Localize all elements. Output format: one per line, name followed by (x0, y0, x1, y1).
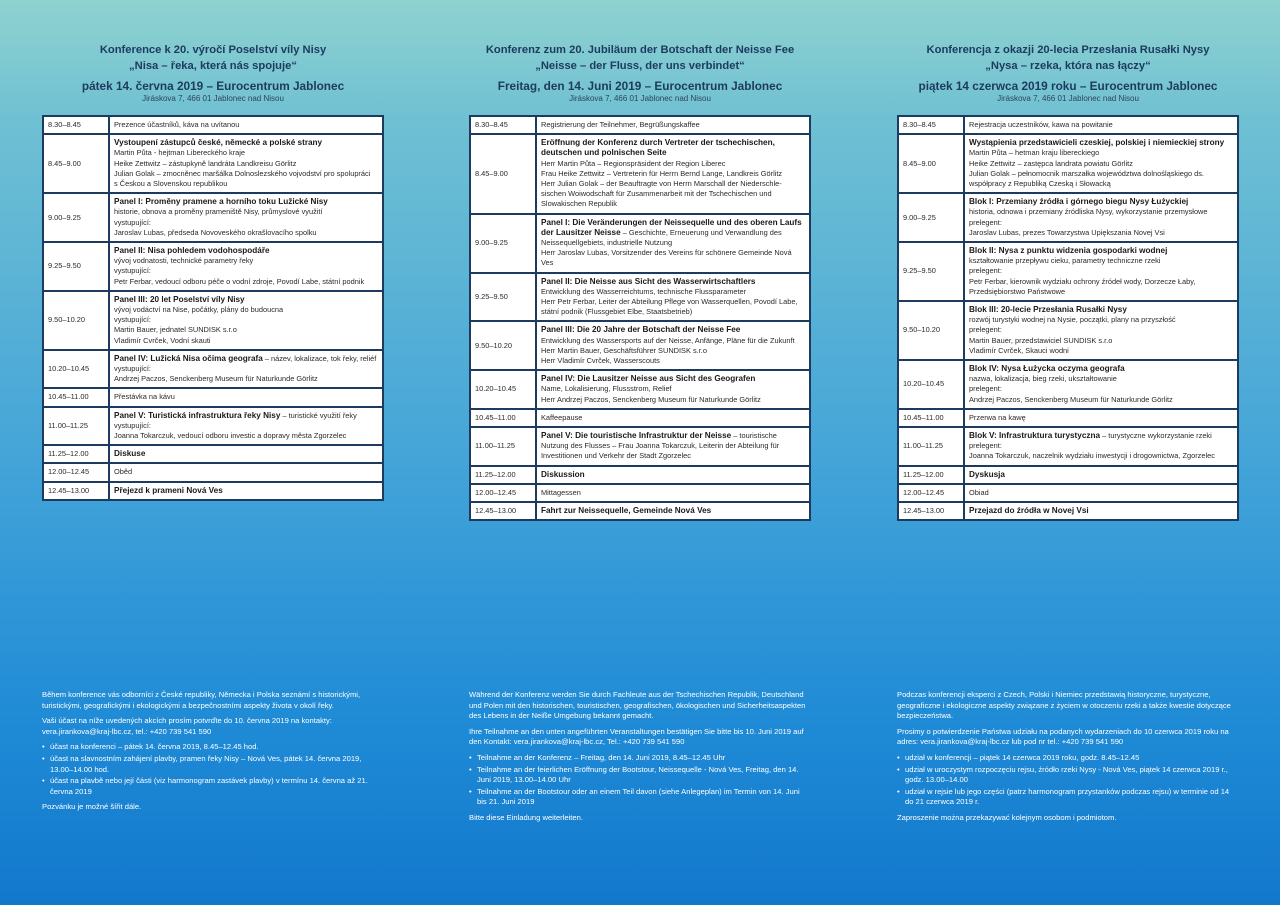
session-title (541, 218, 805, 249)
session-title-text: Fahrt zur Neissequelle, Gemeinde Nová Ves (541, 506, 712, 516)
content-cell (536, 484, 810, 502)
time-cell: 8.30–8.45 (470, 116, 536, 134)
session-line: Martin Půta - hejtman Libereckého kraje (114, 148, 246, 158)
schedule-row (898, 484, 1238, 502)
schedule-row (898, 193, 1238, 242)
time-cell: 9.00–9.25 (43, 193, 109, 242)
session-title-text: Blok III: 20-lecie Przesłania Rusałki Nysy (969, 305, 1127, 315)
german-footer (469, 690, 811, 829)
time-cell: 11.25–12.00 (43, 445, 109, 463)
session-title-text: Dyskusja (969, 469, 1005, 479)
time-cell: 10.20–10.45 (43, 350, 109, 389)
session-title (969, 197, 1233, 207)
session-line: Joanna Tokarczuk, naczelnik wydziału inwestycji i drogownictwa, Zgorzelec (969, 451, 1215, 461)
closing-note: Pozvánku je možné šířit dále. (42, 802, 142, 812)
content-cell (536, 409, 810, 427)
session-title (969, 506, 1233, 516)
confirmation-paragraph: Prosimy o potwierdzenie Państwa udziału na podanych wydarzeniach do 10 czerwca 2019 roku na adres: vera.jirankova@kraj-lbc.cz lub pod nr tel.: +420 739 541 590 (897, 726, 1229, 747)
time-cell: 8.30–8.45 (898, 116, 964, 134)
schedule-row (898, 242, 1238, 301)
session-title-text: Wystąpienia przedstawicieli czeskiej, polskiej i niemieckiej strony (969, 138, 1225, 148)
session-line: vystupující: (114, 266, 151, 276)
schedule-table (42, 115, 384, 501)
session-line: státní podnik (Flussgebiet Elbe, Staatsbetrieb) (541, 307, 693, 317)
schedule-table (897, 115, 1239, 521)
time-cell: 12.00–12.45 (470, 484, 536, 502)
session-line: Entwicklung des Wassersports auf der Neisse, Anfänge, Pläne für die Zukunft (541, 335, 795, 345)
session-title (969, 431, 1233, 441)
session-title-text: Panel I: Die Veränderungen der Neissequelle und des oberen Laufs der Lausitzer Neisse (541, 217, 802, 237)
session-line: vystupující: (114, 364, 151, 374)
content-cell (536, 273, 810, 322)
session-line: historie, obnova a proměny prameniště Nisy, průmyslové využití (114, 207, 323, 217)
content-cell (536, 321, 810, 370)
session-title (541, 431, 805, 462)
conference-motto: „Nysa – rzeka, która nas łączy“ (985, 60, 1151, 72)
german-column (469, 0, 811, 521)
session-line: Joanna Tokarczuk, vedoucí odboru investic a dopravy města Zgorzelec (114, 431, 347, 441)
schedule-row (898, 427, 1238, 466)
session-line: Vladimír Cvrček, Vodní skauti (114, 335, 211, 345)
time-cell: 12.00–12.45 (43, 463, 109, 481)
content-cell (536, 502, 810, 520)
content-cell (964, 242, 1238, 301)
czech-footer (42, 690, 384, 818)
session-line: Kaffeepause (541, 412, 583, 422)
participation-item: • Teilnahme an der Bootstour oder an einem Teil davon (siehe Anlegeplan) im Termin von 14. Juni bis 21. Juni 2019 (469, 787, 811, 808)
session-title-text: Blok II: Nysa z punktu widzenia gospodarki wodnej (969, 246, 1168, 256)
session-title (969, 470, 1233, 480)
session-title-text: Blok IV: Nysa Łużycka oczyma geografa (969, 364, 1125, 374)
participation-item: • Teilnahme an der Konferenz – Freitag, den 14. Juni 2019, 8.45–12.45 Uhr (469, 753, 811, 764)
content-cell (536, 116, 810, 134)
session-line: Herr Vladimír Cvrček, Wasserscouts (541, 356, 660, 366)
content-cell (964, 301, 1238, 360)
session-title-text: Panel I: Proměny pramene a horního toku Lužické Nisy (114, 197, 328, 207)
confirmation-paragraph: Ihre Teilnahme an den unten angeführten Veranstaltungen bestätigen Sie bitte bis 10. Juni 2019 auf den Kontakt: vera.jirankova@kraj-lbc.cz, Tel.: +420 739 541 590 (469, 726, 804, 747)
schedule-row (470, 321, 810, 370)
content-cell (109, 407, 383, 446)
content-cell (109, 350, 383, 389)
session-line: rozwój turystyki wodnej na Nysie, początki, plany na przyszłość (969, 315, 1176, 325)
schedule-row (43, 134, 383, 193)
schedule-row (470, 466, 810, 484)
session-line: Martin Půta – hetman kraju libereckiego (969, 148, 1100, 158)
session-title-suffix: – Geschichte, Erneuerung und Verwandlung des Neissequellgebiets, industrielle Nutzung (541, 227, 782, 248)
time-cell: 11.00–11.25 (43, 407, 109, 446)
session-line: prelegent: (969, 266, 1002, 276)
session-line: Vladimír Cvrček, Skauci wodni (969, 345, 1069, 355)
program-header (469, 42, 811, 104)
time-cell: 9.25–9.50 (898, 242, 964, 301)
confirmation-paragraph: Vaši účast na níže uvedených akcích prosím potvrďte do 10. června 2019 na kontakty: vera.jirankova@kraj-lbc.cz, tel.: +420 739 541 590 (42, 716, 332, 736)
content-cell (109, 482, 383, 500)
intro-paragraph: Během konference vás odborníci z České republiky, Německa i Polska seznámí s historickými, turistickými, geografickými i ekologickými a bezpečnostními aspekty života v okolí řeky. (42, 690, 361, 710)
session-line: Heike Zettwitz – zastępca landrata powiatu Görlitz (969, 158, 1133, 168)
session-line: Andrzej Paczos, Senckenberg Museum für Naturkunde Görlitz (114, 374, 318, 384)
content-cell (964, 466, 1238, 484)
session-line: vystupující: (114, 217, 151, 227)
content-cell (964, 502, 1238, 520)
session-title-suffix: – touristische Nutzung des Flusses – Frau Joanna Tokarczuk, Leiterin der Abteilung für Investitionen und Verkehr der Stadt Zgorzelec (541, 431, 780, 461)
schedule-row (898, 301, 1238, 360)
participation-item: • účast na slavnostním zahájení plavby, pramen řeky Nisy – Nová Ves, pátek 14. června 2019, 13.00–14.00 hod. (42, 754, 384, 775)
session-title (541, 138, 805, 158)
time-cell: 10.20–10.45 (898, 360, 964, 409)
schedule-row (43, 445, 383, 463)
time-cell: 12.45–13.00 (898, 502, 964, 520)
schedule-row (43, 388, 383, 406)
schedule-row (470, 370, 810, 409)
venue-address: Jiráskova 7, 466 01 Jablonec nad Nisou (569, 94, 711, 103)
time-cell: 11.00–11.25 (470, 427, 536, 466)
session-title-text: Panel II: Die Neisse aus Sicht des Wasserwirtschaftlers (541, 276, 756, 286)
schedule-row (43, 350, 383, 389)
schedule-row (43, 463, 383, 481)
program-header (897, 42, 1239, 104)
time-cell: 9.50–10.20 (43, 291, 109, 350)
schedule-row (898, 466, 1238, 484)
schedule-row (43, 242, 383, 291)
schedule-row (43, 407, 383, 446)
session-title-text: Blok V: Infrastruktura turystyczna (969, 431, 1101, 441)
session-line: Herr Martin Půta – Regionspräsident der Region Liberec (541, 158, 726, 168)
schedule-row (470, 273, 810, 322)
schedule-row (898, 134, 1238, 193)
session-line: Herr Andrzej Paczos, Senckenberg Museum für Naturkunde Görlitz (541, 394, 761, 404)
schedule-row (470, 484, 810, 502)
session-line: sischen Woiwodschaft für Zusammenarbeit mit der Tschechischen und (541, 189, 772, 199)
session-line: Přestávka na kávu (114, 392, 175, 402)
time-cell: 10.20–10.45 (470, 370, 536, 409)
session-title-suffix: – turystyczne wykorzystanie rzeki (1100, 431, 1212, 441)
session-title (114, 411, 378, 421)
participation-item: • účast na konferenci – pátek 14. června 2019, 8.45–12.45 hod. (42, 742, 384, 753)
session-line: Petr Ferbar, kierownik wydziału ochrony źródeł wody, Dorzecze Łaby, (969, 276, 1196, 286)
content-cell (109, 116, 383, 134)
conference-title: Konferenz zum 20. Jubiläum der Botschaft der Neisse Fee (485, 44, 795, 56)
schedule-row (43, 193, 383, 242)
venue-address: Jiráskova 7, 466 01 Jablonec nad Nisou (997, 94, 1139, 103)
session-line: Julian Golak – pełnomocnik marszałka województwa dolnośląskiego ds. (969, 168, 1204, 178)
content-cell (109, 388, 383, 406)
schedule-row (470, 116, 810, 134)
time-cell: 11.25–12.00 (898, 466, 964, 484)
intro-paragraph: Podczas konferencji eksperci z Czech, Polski i Niemiec przedstawią historyczne, turystyczne, geograficzne i ekologiczne aspekty związane z życiem w otoczeniu rzeki a także kwestie dotyczące bezpieczeństwa. (897, 690, 1231, 721)
schedule-row (470, 214, 810, 273)
polish-column (897, 0, 1239, 521)
session-line: prelegent: (969, 384, 1002, 394)
time-cell: 10.45–11.00 (898, 409, 964, 427)
session-title (969, 364, 1233, 374)
content-cell (536, 427, 810, 466)
closing-note: Bitte diese Einladung weiterleiten. (469, 812, 583, 822)
content-cell (964, 360, 1238, 409)
conference-date: pátek 14. června 2019 – Eurocentrum Jablonec (81, 79, 345, 93)
schedule-row (470, 409, 810, 427)
session-line: Martin Bauer, przedstawiciel SUNDISK s.r.o (969, 335, 1113, 345)
time-cell: 9.25–9.50 (43, 242, 109, 291)
conference-title: Konferencja z okazji 20-lecia Przesłania Rusałki Nysy (926, 44, 1210, 56)
conference-motto: „Nisa – řeka, která nás spojuje“ (129, 60, 297, 72)
session-line: Entwicklung des Wasserreichtums, technische Flussparameter (541, 286, 747, 296)
conference-date: Freitag, den 14. Juni 2019 – Eurocentrum Jablonec (497, 79, 783, 93)
schedule-row (43, 116, 383, 134)
session-line: vývoj vodnatosti, technické parametry řeky (114, 256, 254, 266)
content-cell (964, 427, 1238, 466)
time-cell: 10.45–11.00 (470, 409, 536, 427)
participation-item: • udział w konferencji – piątek 14 czerwca 2019 roku, godz. 8.45–12.45 (897, 753, 1239, 764)
participation-item: • udział w rejsie lub jego części (patrz harmonogram przystanków podczas rejsu) w terminie od 14 do 21 czerwca 2019 r. (897, 787, 1239, 808)
schedule-row (898, 116, 1238, 134)
session-line: Andrzej Paczos, Senckenberg Museum für Naturkunde Görlitz (969, 394, 1173, 404)
participation-list (897, 753, 1239, 808)
participation-item: • Teilnahme an der feierlichen Eröffnung der Bootstour, Neissequelle - Nová Ves, Freitag, den 14. Juni 2019, 13.00–14.00 Uhr (469, 765, 811, 786)
session-line: Heike Zettwitz – zástupkyně landráta Landkreisu Görlitz (114, 158, 297, 168)
content-cell (536, 466, 810, 484)
time-cell: 11.00–11.25 (898, 427, 964, 466)
time-cell: 12.45–13.00 (470, 502, 536, 520)
content-cell (964, 409, 1238, 427)
session-title-text: Przejazd do źródła w Novej Vsi (969, 506, 1089, 516)
conference-title: Konference k 20. výročí Poselství víly Nisy (99, 44, 327, 56)
time-cell: 12.45–13.00 (43, 482, 109, 500)
content-cell (536, 370, 810, 409)
session-title (114, 449, 378, 459)
session-title-text: Přejezd k prameni Nová Ves (114, 485, 223, 495)
session-line: vystupující: (114, 315, 151, 325)
session-title (114, 354, 378, 364)
session-title (114, 197, 378, 207)
session-line: współpracy z Republiką Czeską i Słowacką (969, 179, 1111, 189)
schedule-row (898, 360, 1238, 409)
schedule-row (898, 409, 1238, 427)
time-cell: 9.00–9.25 (470, 214, 536, 273)
session-title (114, 486, 378, 496)
time-cell: 11.25–12.00 (470, 466, 536, 484)
session-line: Frau Heike Zettwitz – Vertreterin für Herrn Bernd Lange, Landkreis Görlitz (541, 168, 783, 178)
czech-column (42, 0, 384, 501)
session-title (541, 325, 805, 335)
session-line: Mittagessen (541, 487, 581, 497)
session-line: prelegent: (969, 217, 1002, 227)
program-header (42, 42, 384, 104)
session-line: Julian Golak – zmocněnec maršálka Dolnoslezského vojvodství pro spolupráci (114, 168, 371, 178)
session-title-text: Panel V: Die touristische Infrastruktur der Neisse (541, 431, 732, 441)
session-title-text: Panel II: Nisa pohledem vodohospodáře (114, 246, 270, 256)
session-line: Przedsiębiorstwo Państwowe (969, 286, 1066, 296)
content-cell (109, 445, 383, 463)
conference-motto: „Neisse – der Fluss, der uns verbindet“ (535, 60, 745, 72)
session-title (541, 277, 805, 287)
polish-footer (897, 690, 1239, 829)
session-line: Jaroslav Lubas, prezes Towarzystwa Upiększania Novej Vsi (969, 227, 1165, 237)
session-title-text: Panel IV: Die Lausitzer Neisse aus Sicht des Geografen (541, 374, 756, 384)
session-line: Herr Jaroslav Lubas, Vorsitzender des Vereins für schönere Gemeinde Nová Ves (541, 248, 792, 268)
schedule-row (43, 291, 383, 350)
session-title (969, 138, 1233, 148)
session-line: Herr Martin Bauer, Geschäftsführer SUNDISK s.r.o (541, 345, 707, 355)
session-line: Przerwa na kawę (969, 412, 1026, 422)
session-title (541, 374, 805, 384)
time-cell: 9.50–10.20 (898, 301, 964, 360)
session-title-suffix: – název, lokalizace, tok řeky, reliéf (262, 353, 377, 363)
session-title-text: Eröffnung der Konferenz durch Vertreter der tschechischen, deutschen und polnischen Seite (541, 138, 775, 158)
conference-date: piątek 14 czerwca 2019 roku – Eurocentrum Jablonec (918, 79, 1218, 93)
participation-item: • účast na plavbě nebo její části (viz harmonogram zastávek plavby) v termínu 14. června až 21. června 2019 (42, 776, 384, 797)
time-cell: 9.25–9.50 (470, 273, 536, 322)
session-line: vystupující: (114, 420, 151, 430)
content-cell (109, 463, 383, 481)
schedule-table (469, 115, 811, 521)
time-cell: 9.50–10.20 (470, 321, 536, 370)
session-title-text: Panel IV: Lužická Nisa očima geografa (114, 353, 263, 363)
session-line: Name, Lokalisierung, Flussstrom, Relief (541, 384, 672, 394)
session-title-text: Panel V: Turistická infrastruktura řeky Nisy (114, 410, 281, 420)
session-line: prelegent: (969, 325, 1002, 335)
content-cell (109, 134, 383, 193)
session-line: prelegent: (969, 441, 1002, 451)
time-cell: 8.45–9.00 (43, 134, 109, 193)
session-title (969, 305, 1233, 315)
intro-paragraph: Während der Konferenz werden Sie durch Fachleute aus der Tschechischen Republik, Deutschland und Polen mit den historischen, touristischen, geografischen, ökologischen und Sicherheitsaspekten des Lebens in der Neiße Umgebung bekannt gemacht. (469, 690, 806, 721)
invitation-text (469, 690, 811, 824)
session-line: Herr Petr Ferbar, Leiter der Abteilung Pflege von Wasserquellen, Povodí Labe, (541, 297, 798, 307)
session-title-text: Vystoupení zástupců české, německé a polské strany (114, 138, 323, 148)
session-title (114, 295, 378, 305)
time-cell: 8.45–9.00 (470, 134, 536, 213)
content-cell (964, 484, 1238, 502)
participation-list (42, 742, 384, 797)
time-cell: 10.45–11.00 (43, 388, 109, 406)
schedule-row (470, 502, 810, 520)
session-line: Oběd (114, 467, 133, 477)
session-line: Jaroslav Lubas, předseda Novoveského okrašlovacího spolku (114, 227, 317, 237)
schedule-row (470, 427, 810, 466)
schedule-row (470, 134, 810, 213)
session-line: Herr Julian Golak – der Beauftragte von Herrn Marschall der Niederschle- (541, 179, 782, 189)
session-line: historia, odnowa i przemiany źródliska Nysy, wykorzystanie przemysłowe (969, 207, 1208, 217)
session-line: vývoj vodáctví na Nise, počátky, plány do budoucna (114, 305, 284, 315)
session-line: s Českou a Slovenskou republikou (114, 179, 228, 189)
invitation-text (42, 690, 384, 813)
content-cell (109, 291, 383, 350)
time-cell: 9.00–9.25 (898, 193, 964, 242)
closing-note: Zaproszenie można przekazywać kolejnym osobom i podmiotom. (897, 812, 1117, 822)
venue-address: Jiráskova 7, 466 01 Jablonec nad Nisou (142, 94, 284, 103)
session-line: Petr Ferbar, vedoucí odboru péče o vodní zdroje, Povodí Labe, státní podnik (114, 276, 365, 286)
participation-item: • udział w uroczystym rozpoczęciu rejsu, źródło rzeki Nysy - Nová Ves, piątek 14 czerwca 2019 r., godz. 13.00–14.00 (897, 765, 1239, 786)
session-line: Prezence účastníků, káva na uvítanou (114, 120, 240, 129)
session-title-text: Diskussion (541, 469, 585, 479)
session-title (114, 138, 378, 148)
session-title (541, 470, 805, 480)
session-line: Martin Bauer, jednatel SUNDISK s.r.o (114, 325, 237, 335)
content-cell (964, 134, 1238, 193)
invitation-text (897, 690, 1239, 824)
time-cell: 8.30–8.45 (43, 116, 109, 134)
session-title (114, 246, 378, 256)
content-cell (964, 193, 1238, 242)
participation-list (469, 753, 811, 808)
session-line: Registrierung der Teilnehmer, Begrüßungskaffee (541, 120, 700, 129)
content-cell (109, 193, 383, 242)
schedule-row (898, 502, 1238, 520)
session-line: Obiad (969, 487, 989, 497)
session-line: kształtowanie przepływu cieku, parametry techniczne rzeki (969, 256, 1161, 266)
session-title (969, 246, 1233, 256)
content-cell (964, 116, 1238, 134)
session-line: nazwa, lokalizacja, bieg rzeki, ukształtowanie (969, 374, 1117, 384)
session-title-text: Panel III: 20 let Poselství víly Nisy (114, 294, 245, 304)
content-cell (536, 214, 810, 273)
session-title-suffix: – turistické využití řeky (280, 410, 357, 420)
time-cell: 12.00–12.45 (898, 484, 964, 502)
content-cell (109, 242, 383, 291)
session-line: Rejestracja uczestników, kawa na powitanie (969, 120, 1113, 129)
session-line: Slowakischen Republik (541, 199, 617, 209)
session-title-text: Diskuse (114, 449, 146, 459)
session-title (541, 506, 805, 516)
session-title-text: Blok I: Przemiany źródła i górnego biegu Nysy Łużyckiej (969, 197, 1189, 207)
time-cell: 8.45–9.00 (898, 134, 964, 193)
session-title-text: Panel III: Die 20 Jahre der Botschaft der Neisse Fee (541, 325, 741, 335)
schedule-row (43, 482, 383, 500)
content-cell (536, 134, 810, 213)
